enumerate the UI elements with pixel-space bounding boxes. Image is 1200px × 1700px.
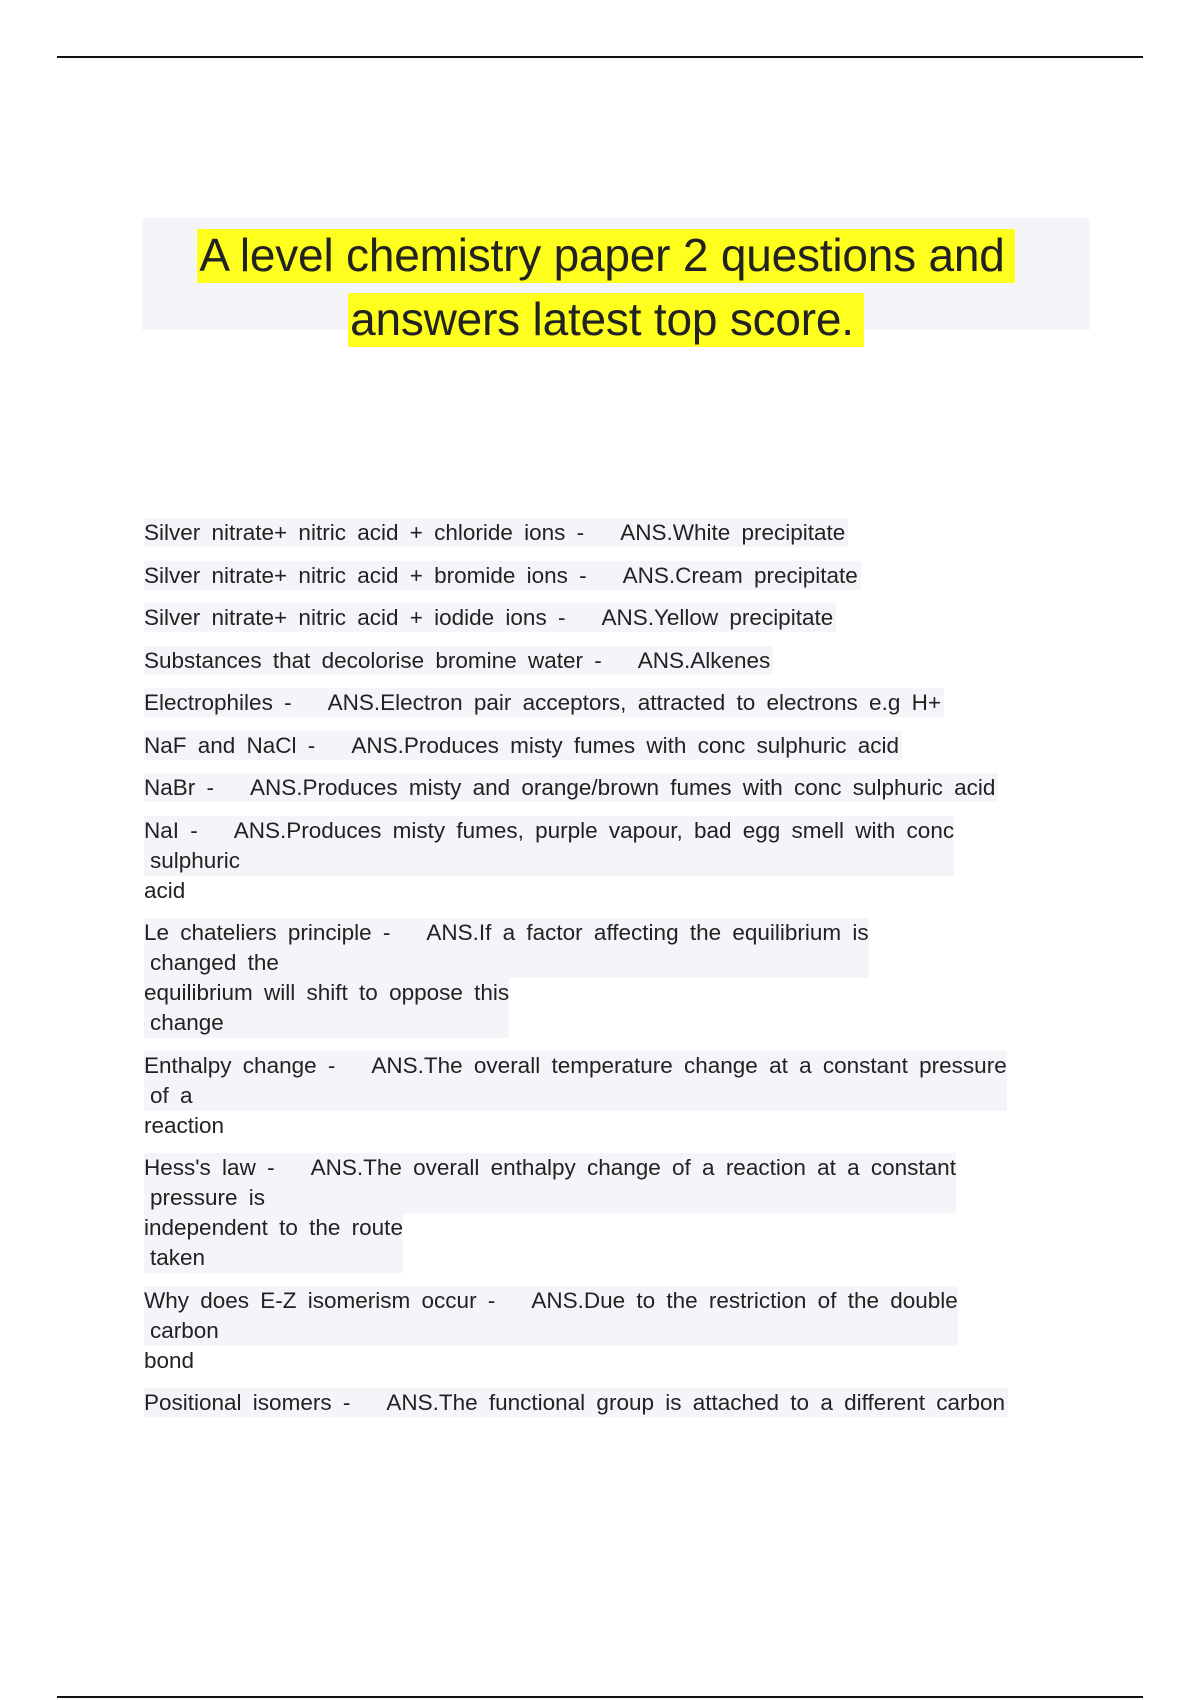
answer-tail: reaction	[144, 1112, 225, 1138]
answer-continuation: changed the	[150, 950, 279, 975]
qa-item	[144, 646, 1074, 676]
qa-item	[144, 816, 1074, 906]
qa-item	[144, 1286, 1074, 1376]
question-text: Le chateliers principle -	[144, 920, 391, 945]
question-text: Silver nitrate+ nitric acid + iodide ions -	[144, 605, 566, 630]
answer-text: ANS.If a factor affecting the equilibrium is	[426, 920, 869, 945]
answer-tail: equilibrium will shift to oppose this	[144, 980, 510, 1005]
answer-text: ANS.The overall temperature change at a constant pressure	[371, 1052, 1007, 1078]
qa-item	[144, 561, 1074, 591]
answer-text: ANS.Electron pair acceptors, attracted to electrons e.g H+	[327, 690, 941, 715]
question-text: Positional isomers -	[144, 1390, 351, 1415]
top-rule	[57, 56, 1143, 58]
question-text: Silver nitrate+ nitric acid + bromide ions -	[144, 562, 587, 588]
question-text: Substances that decolorise bromine water -	[144, 647, 602, 673]
question-text: Electrophiles -	[144, 690, 292, 715]
question-text: NaBr -	[144, 775, 215, 800]
answer-continuation: pressure is	[150, 1185, 266, 1210]
question-text: Silver nitrate+ nitric acid + chloride ions -	[144, 520, 585, 545]
qa-item	[144, 1153, 1074, 1273]
answer-text: ANS.Produces misty fumes with conc sulphuric acid	[351, 732, 900, 758]
qa-item	[144, 518, 1074, 548]
qa-item	[144, 1051, 1074, 1141]
document-title	[0, 223, 1200, 351]
answer-text: ANS.Produces misty fumes, purple vapour, bad egg smell with conc	[233, 817, 955, 843]
title-line-1: A level chemistry paper 2 questions and	[197, 229, 1014, 283]
answer-text: ANS.Cream precipitate	[622, 562, 858, 588]
qa-item	[144, 1388, 1074, 1418]
answer-continuation: carbon	[150, 1317, 219, 1343]
qa-item	[144, 603, 1074, 633]
bottom-rule	[57, 1696, 1143, 1698]
answer-continuation: sulphuric	[150, 847, 241, 873]
answer-tail: bond	[144, 1347, 195, 1373]
answer-text: ANS.The functional group is attached to a different carbon	[386, 1390, 1006, 1415]
question-text: Why does E-Z isomerism occur -	[144, 1287, 496, 1313]
answer-text: ANS.Due to the restriction of the double	[531, 1287, 958, 1313]
answer-continuation: of a	[150, 1082, 193, 1108]
answer-tail-2: taken	[150, 1245, 206, 1270]
answer-tail-2: change	[150, 1010, 224, 1035]
question-text: Hess's law -	[144, 1155, 275, 1180]
question-text: NaI -	[144, 817, 198, 843]
answer-text: ANS.The overall enthalpy change of a reaction at a constant	[310, 1155, 956, 1180]
qa-item	[144, 731, 1074, 761]
answer-text: ANS.White precipitate	[620, 520, 846, 545]
question-text: NaF and NaCl -	[144, 732, 316, 758]
qa-item	[144, 918, 1074, 1038]
answer-tail: acid	[144, 877, 186, 903]
question-text: Enthalpy change -	[144, 1052, 336, 1078]
qa-item	[144, 688, 1074, 718]
answer-tail: independent to the route	[144, 1215, 403, 1240]
qa-item	[144, 773, 1074, 803]
answer-text: ANS.Produces misty and orange/brown fumes with conc sulphuric acid	[250, 775, 996, 800]
title-line-2: answers latest top score.	[348, 293, 864, 347]
answer-text: ANS.Alkenes	[637, 647, 771, 673]
qa-list	[144, 518, 1074, 1431]
answer-text: ANS.Yellow precipitate	[601, 605, 834, 630]
